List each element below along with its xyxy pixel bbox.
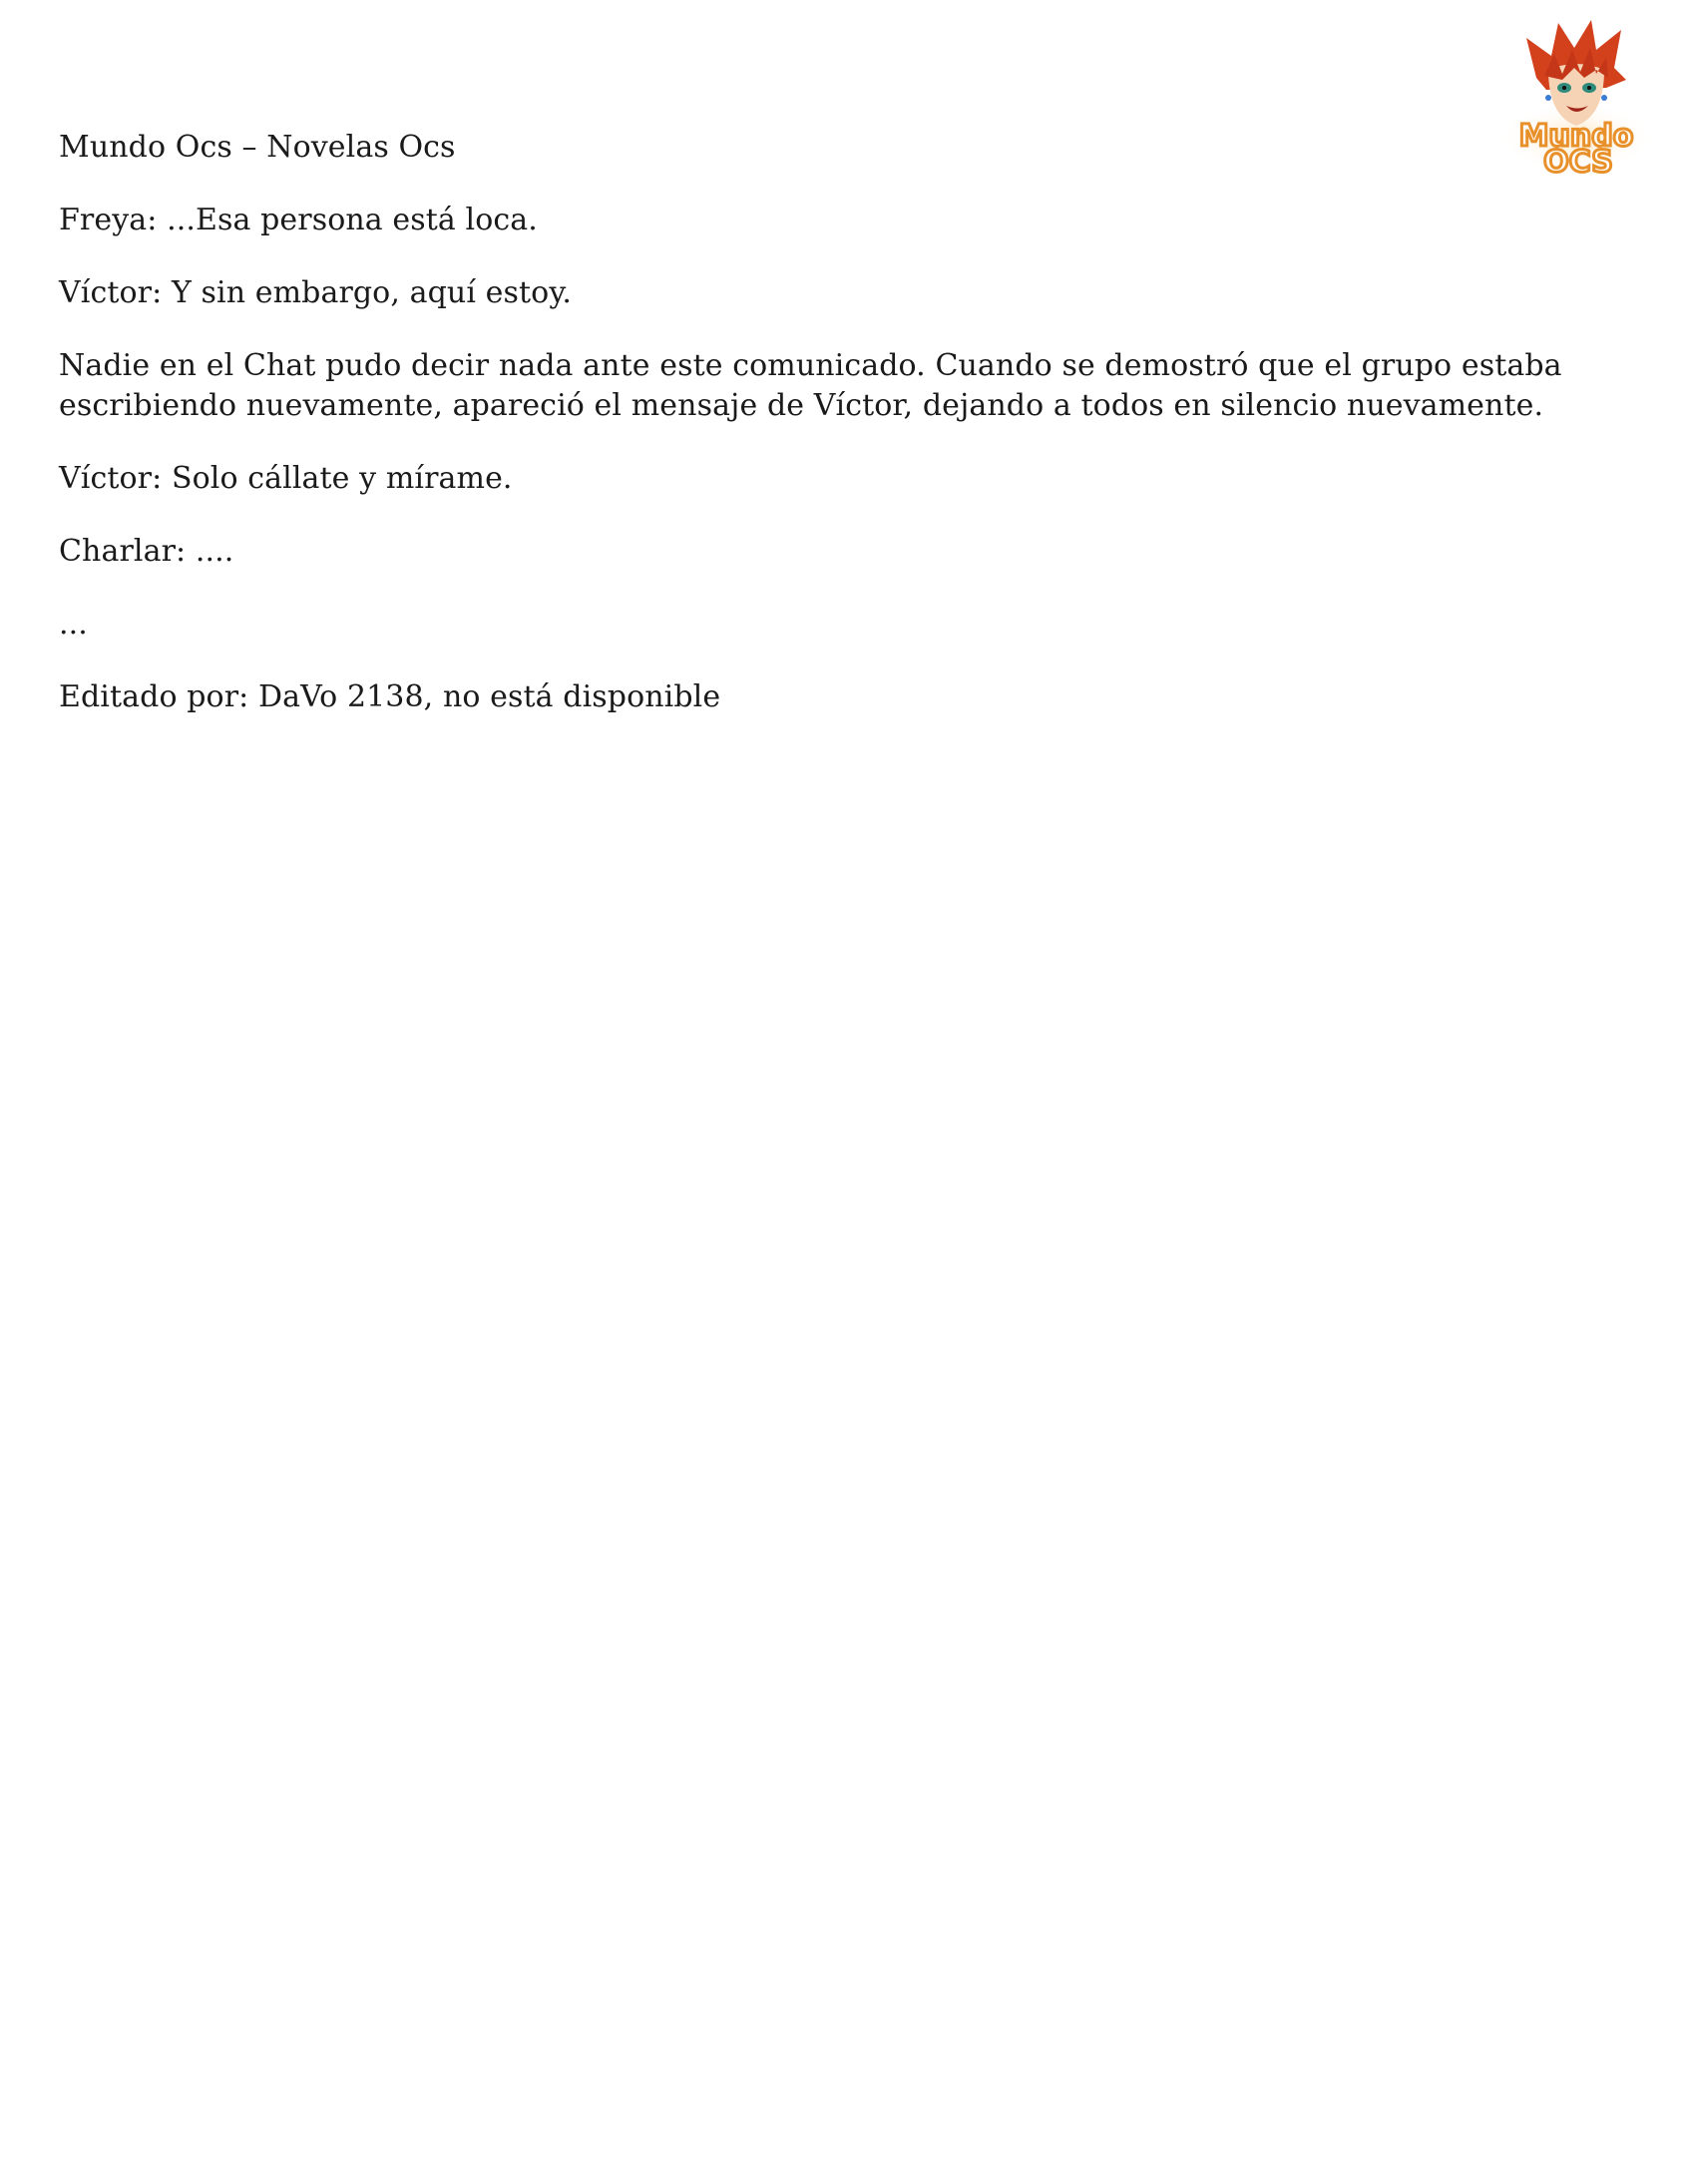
logo-text-line2: OCS — [1543, 145, 1613, 178]
paragraph-5: Charlar: .... — [59, 534, 234, 569]
paragraph-1: Freya: ...Esa persona está loca. — [59, 203, 538, 237]
document-header: Mundo Ocs – Novelas Ocs — [59, 130, 456, 165]
paragraph-6: ... — [59, 607, 88, 642]
document-body — [59, 128, 1635, 750]
logo-text-line1: Mundo — [1518, 119, 1634, 154]
paragraph-3: Nadie en el Chat pudo decir nada ante este comunicado. Cuando se demostró que el grupo estaba escribiendo nuevamente, apareció el mensaje de Víctor, dejando a todos en silencio nuevamente. — [59, 348, 1562, 423]
editor-credit: Editado por: DaVo 2138, no está disponible — [59, 679, 721, 714]
paragraph-4: Víctor: Solo cállate y mírame. — [59, 461, 513, 496]
paragraph-2: Víctor: Y sin embargo, aquí estoy. — [59, 275, 573, 310]
